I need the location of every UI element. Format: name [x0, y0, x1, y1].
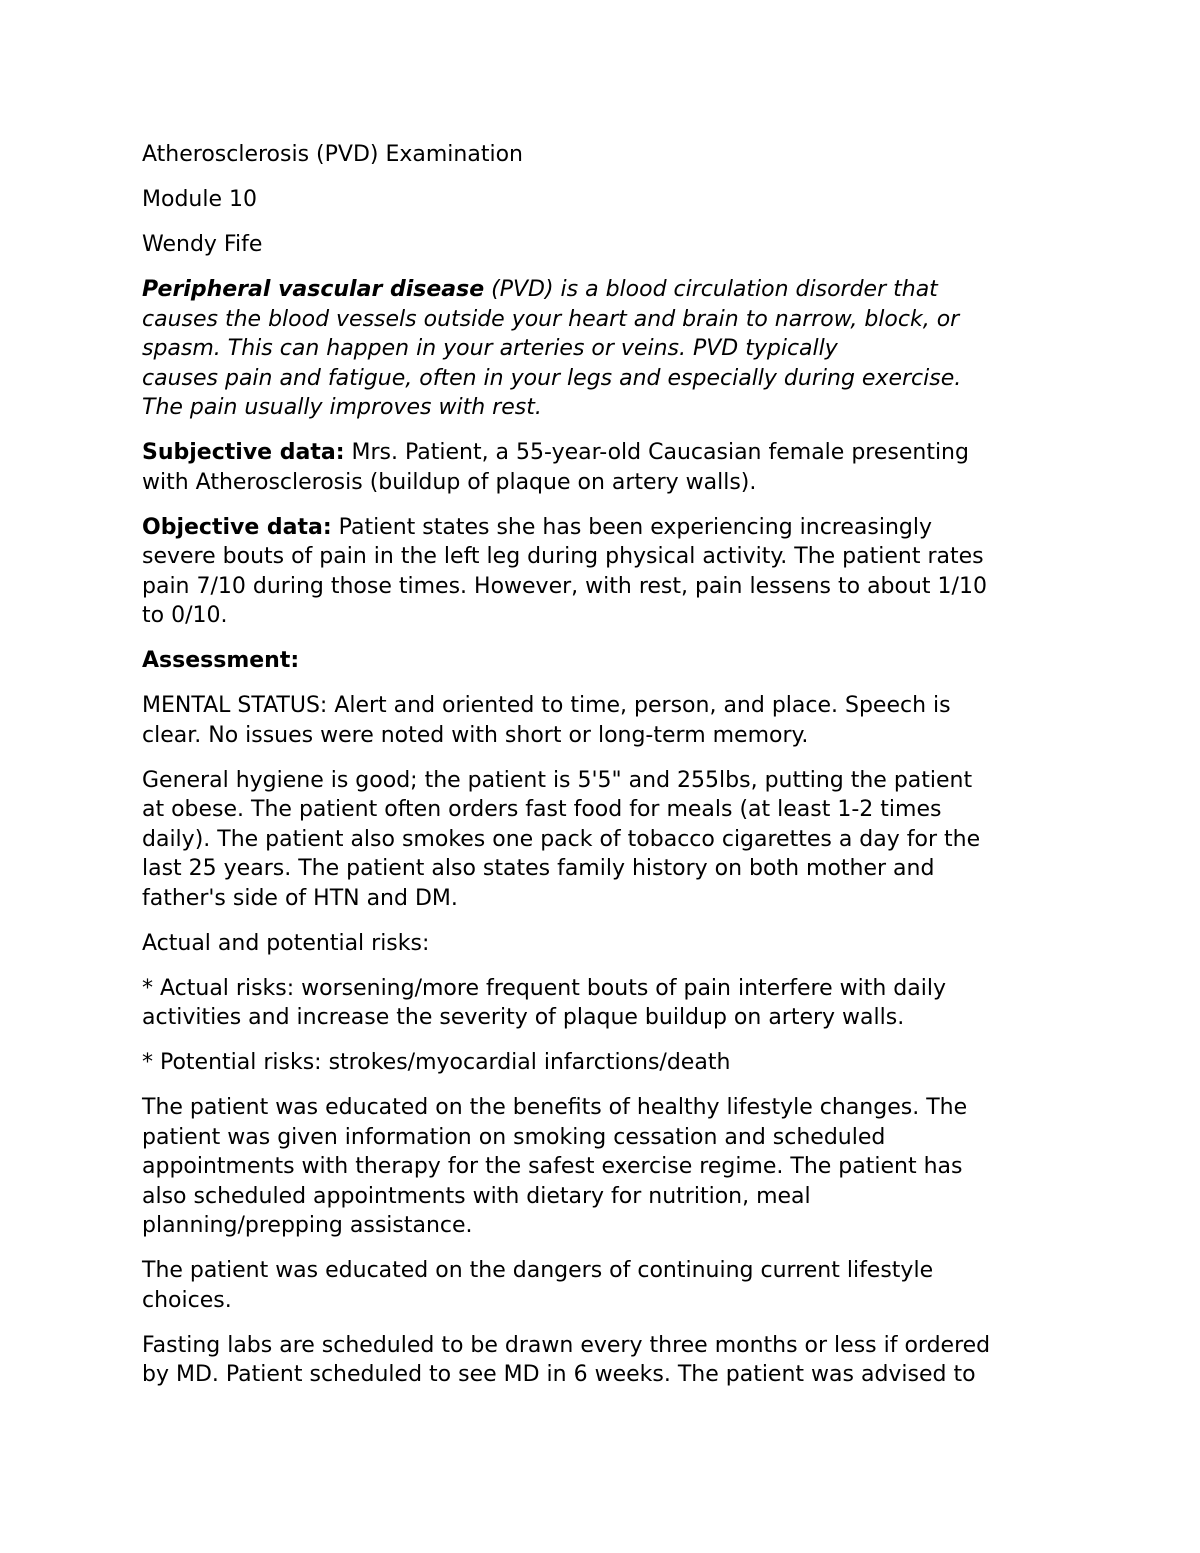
hygiene-line: father's side of HTN and DM.	[142, 885, 458, 911]
intro-line: spasm. This can happen in your arteries or veins. PVD typically	[142, 336, 838, 361]
document-page	[142, 140, 1072, 1405]
assessment-heading-text: Assessment:	[142, 648, 300, 673]
potential-risks-paragraph	[142, 1048, 1072, 1078]
risks-heading-text: Actual and potential risks:	[142, 930, 430, 956]
objective-line1-rest: Patient states she has been experiencing increasingly	[331, 514, 933, 540]
hygiene-line: at obese. The patient often orders fast food for meals (at least 1-2 times	[142, 797, 942, 822]
education-line: The patient was educated on the benefits of healthy lifestyle changes. The	[142, 1095, 968, 1120]
labs-line: Fasting labs are scheduled to be drawn every three months or less if ordered	[142, 1332, 991, 1358]
mental-status-paragraph	[142, 691, 1072, 750]
objective-line	[142, 513, 1072, 543]
objective-line: to 0/10.	[142, 603, 228, 628]
education-line: also scheduled appointments with dietary for nutrition, meal	[142, 1183, 811, 1209]
dangers-line: The patient was educated on the dangers of continuing current lifestyle	[142, 1258, 934, 1283]
subjective-paragraph	[142, 438, 1072, 497]
intro-line: causes the blood vessels outside your heart and brain to narrow, block, or	[142, 306, 960, 332]
labs-line: by MD. Patient scheduled to see MD in 6 weeks. The patient was advised to	[142, 1362, 976, 1387]
actual-risks-line: activities and increase the severity of plaque buildup on artery walls.	[142, 1005, 905, 1030]
objective-line: severe bouts of pain in the left leg during physical activity. The patient rates	[142, 544, 984, 569]
subjective-line: with Atherosclerosis (buildup of plaque on artery walls).	[142, 469, 757, 495]
intro-line: causes pain and fatigue, often in your legs and especially during exercise.	[142, 365, 962, 391]
potential-risks-line: * Potential risks: strokes/myocardial infarctions/death	[142, 1050, 731, 1075]
objective-line: pain 7/10 during those times. However, with rest, pain lessens to about 1/10	[142, 573, 987, 599]
hygiene-line: daily). The patient also smokes one pack of tobacco cigarettes a day for the	[142, 826, 981, 852]
dangers-paragraph	[142, 1256, 1072, 1315]
document-title	[142, 140, 1072, 170]
subjective-line	[142, 438, 1072, 468]
actual-risks-line: * Actual risks: worsening/more frequent bouts of pain interfere with daily	[142, 975, 946, 1001]
education-paragraph	[142, 1093, 1072, 1241]
module-label	[142, 185, 1072, 215]
subjective-label: Subjective data:	[142, 440, 345, 465]
title-text: Atherosclerosis (PVD) Examination	[142, 142, 523, 167]
labs-paragraph	[142, 1331, 1072, 1390]
author-text: Wendy Fife	[142, 232, 263, 257]
subjective-line1-rest: Mrs. Patient, a 55-year-old Caucasian female presenting	[344, 440, 969, 465]
mental-status-line: clear. No issues were noted with short or long-term memory.	[142, 722, 809, 748]
dangers-line: choices.	[142, 1287, 232, 1313]
education-line: planning/prepping assistance.	[142, 1213, 473, 1238]
actual-risks-paragraph	[142, 974, 1072, 1033]
intro-line	[142, 275, 1072, 305]
author-name	[142, 230, 1072, 260]
module-text: Module 10	[142, 187, 257, 212]
assessment-heading	[142, 646, 1072, 676]
intro-line1-rest: (PVD) is a blood circulation disorder that	[484, 277, 938, 302]
hygiene-line: General hygiene is good; the patient is 5'5" and 255lbs, putting the patient	[142, 767, 973, 793]
objective-paragraph	[142, 513, 1072, 631]
risks-heading	[142, 929, 1072, 959]
mental-status-line: MENTAL STATUS: Alert and oriented to time, person, and place. Speech is	[142, 693, 951, 718]
education-line: patient was given information on smoking cessation and scheduled	[142, 1124, 886, 1150]
hygiene-paragraph	[142, 766, 1072, 914]
intro-line: The pain usually improves with rest.	[142, 395, 542, 420]
objective-label: Objective data:	[142, 514, 332, 540]
intro-term: Peripheral vascular disease	[142, 277, 485, 302]
hygiene-line: last 25 years. The patient also states family history on both mother and	[142, 856, 935, 881]
education-line: appointments with therapy for the safest exercise regime. The patient has	[142, 1154, 963, 1179]
intro-paragraph	[142, 275, 1072, 423]
